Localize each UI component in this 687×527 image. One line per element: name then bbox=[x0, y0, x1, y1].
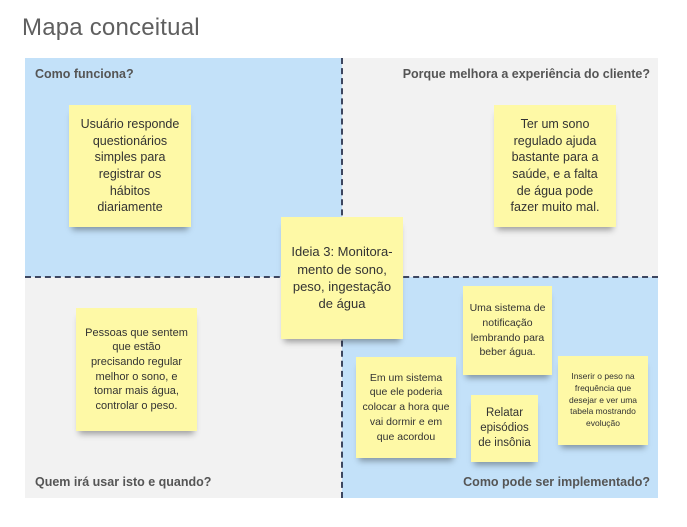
sticky-note-text: Uma sistema de notificação lembrando para beber água. bbox=[469, 302, 546, 359]
sticky-note-text: Ideia 3: Monitora-mento de sono, peso, ingestação de água bbox=[291, 244, 393, 312]
sticky-note-sono[interactable] bbox=[494, 105, 616, 227]
concept-map-board bbox=[25, 58, 658, 498]
page-title: Mapa conceitual bbox=[22, 14, 200, 41]
sticky-note-text: Em um sistema que ele poderia colocar a hora que vai dormir e em que acordou bbox=[362, 371, 450, 443]
quadrant-label-how-it-works: Como funciona? bbox=[35, 67, 134, 81]
sticky-note-text: Pessoas que sentem que estão precisando regular melhor o sono, e tomar mais água, controlar o peso. bbox=[85, 326, 188, 412]
sticky-note-usuario[interactable] bbox=[69, 105, 191, 227]
quadrant-label-why-improves: Porque melhora a experiência do cliente? bbox=[402, 67, 650, 81]
sticky-note-central-idea[interactable] bbox=[281, 217, 403, 339]
sticky-note-notificacao[interactable] bbox=[463, 286, 552, 375]
sticky-note-pessoas[interactable] bbox=[76, 308, 197, 431]
sticky-note-text: Inserir o peso na frequência que desejar e ver uma tabela mostrando evolução bbox=[568, 370, 638, 429]
sticky-note-sistema[interactable] bbox=[356, 357, 456, 458]
sticky-note-text: Relatar episódios de insônia bbox=[478, 406, 531, 450]
sticky-note-inserir[interactable] bbox=[558, 356, 648, 445]
sticky-note-text: Ter um sono regulado ajuda bastante para a saúde, e a falta de água pode fazer muito mal. bbox=[510, 117, 600, 215]
quadrant-label-implementation: Como pode ser implementado? bbox=[463, 475, 650, 489]
quadrant-label-who-when: Quem irá usar isto e quando? bbox=[35, 475, 212, 489]
sticky-note-text: Usuário responde questionários simples para registrar os hábitos diariamente bbox=[80, 117, 180, 215]
sticky-note-relatar[interactable] bbox=[471, 395, 538, 462]
